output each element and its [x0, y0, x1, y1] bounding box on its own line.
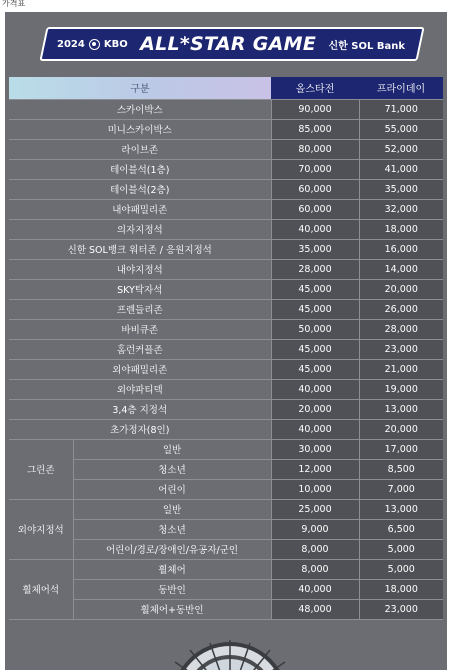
page-caption: 가격표 [2, 0, 26, 8]
row-friday-price: 13,000 [359, 399, 443, 419]
price-panel [5, 12, 447, 670]
row-label: 라이브존 [9, 139, 271, 159]
row-friday-price: 20,000 [359, 419, 443, 439]
row-friday-price: 18,000 [359, 579, 443, 599]
row-friday-price: 18,000 [359, 219, 443, 239]
row-label: 어린이/경로/장애인/유공자/군인 [73, 539, 271, 559]
allstar-banner [39, 27, 424, 61]
banner-kbo: KBO [103, 38, 128, 50]
row-label: SKY탁자석 [9, 279, 271, 299]
row-label: 외야파티덱 [9, 379, 271, 399]
row-allstar-price: 45,000 [271, 339, 359, 359]
banner-title: ALL*STAR GAME [140, 33, 317, 55]
row-friday-price: 41,000 [359, 159, 443, 179]
row-label: 의자지정석 [9, 219, 271, 239]
table-row [9, 339, 443, 359]
table-row [9, 479, 443, 499]
row-allstar-price: 80,000 [271, 139, 359, 159]
row-allstar-price: 60,000 [271, 179, 359, 199]
row-allstar-price: 9,000 [271, 519, 359, 539]
table-row [9, 159, 443, 179]
table-row [9, 219, 443, 239]
row-label: 청소년 [73, 459, 271, 479]
row-allstar-price: 90,000 [271, 99, 359, 119]
row-friday-price: 52,000 [359, 139, 443, 159]
row-label: 동반인 [73, 579, 271, 599]
header-category: 구분 [9, 77, 271, 99]
banner-year: 2024 [57, 38, 85, 50]
table-row [9, 579, 443, 599]
row-label: 청소년 [73, 519, 271, 539]
row-label: 신한 SOL뱅크 워터존 / 응원지정석 [9, 239, 271, 259]
table-row [9, 359, 443, 379]
row-label: 3,4층 지정석 [9, 399, 271, 419]
table-row [9, 379, 443, 399]
table-row [9, 259, 443, 279]
table-header-row [9, 77, 443, 99]
table-row [9, 299, 443, 319]
row-friday-price: 32,000 [359, 199, 443, 219]
row-label: 휠체어+동반인 [73, 599, 271, 619]
row-label: 내야지정석 [9, 259, 271, 279]
table-row [9, 139, 443, 159]
row-allstar-price: 10,000 [271, 479, 359, 499]
kbo-ball-icon [89, 39, 100, 50]
row-allstar-price: 85,000 [271, 119, 359, 139]
table-row [9, 319, 443, 339]
row-friday-price: 5,000 [359, 559, 443, 579]
row-label: 외야패밀리존 [9, 359, 271, 379]
table-row [9, 239, 443, 259]
row-label: 초가정자(8인) [9, 419, 271, 439]
row-allstar-price: 45,000 [271, 359, 359, 379]
row-allstar-price: 40,000 [271, 379, 359, 399]
table-row [9, 99, 443, 119]
row-friday-price: 19,000 [359, 379, 443, 399]
row-friday-price: 13,000 [359, 499, 443, 519]
row-allstar-price: 20,000 [271, 399, 359, 419]
row-friday-price: 71,000 [359, 99, 443, 119]
row-allstar-price: 45,000 [271, 279, 359, 299]
row-label: 스카이박스 [9, 99, 271, 119]
table-row [9, 199, 443, 219]
table-row [9, 419, 443, 439]
row-friday-price: 23,000 [359, 599, 443, 619]
table-row [9, 399, 443, 419]
table-row [9, 519, 443, 539]
row-label: 어린이 [73, 479, 271, 499]
table-row [9, 459, 443, 479]
row-allstar-price: 8,000 [271, 539, 359, 559]
row-allstar-price: 25,000 [271, 499, 359, 519]
stadium-seat-map-icon [155, 640, 305, 670]
row-friday-price: 55,000 [359, 119, 443, 139]
row-allstar-price: 50,000 [271, 319, 359, 339]
row-allstar-price: 70,000 [271, 159, 359, 179]
row-allstar-price: 60,000 [271, 199, 359, 219]
row-friday-price: 17,000 [359, 439, 443, 459]
group-label: 외야지정석 [9, 499, 73, 559]
row-friday-price: 6,500 [359, 519, 443, 539]
banner-sponsor: 신한 SOL Bank [328, 40, 405, 52]
row-allstar-price: 8,000 [271, 559, 359, 579]
row-allstar-price: 35,000 [271, 239, 359, 259]
table-row [9, 179, 443, 199]
row-allstar-price: 40,000 [271, 579, 359, 599]
row-label: 내야패밀리존 [9, 199, 271, 219]
row-label: 테이블석(2층) [9, 179, 271, 199]
price-table [9, 77, 443, 620]
row-friday-price: 8,500 [359, 459, 443, 479]
row-allstar-price: 30,000 [271, 439, 359, 459]
row-friday-price: 7,000 [359, 479, 443, 499]
row-allstar-price: 48,000 [271, 599, 359, 619]
row-friday-price: 5,000 [359, 539, 443, 559]
table-row [9, 119, 443, 139]
table-row [9, 499, 443, 519]
row-friday-price: 21,000 [359, 359, 443, 379]
row-label: 미니스카이박스 [9, 119, 271, 139]
table-row [9, 279, 443, 299]
row-allstar-price: 40,000 [271, 419, 359, 439]
row-friday-price: 20,000 [359, 279, 443, 299]
row-label: 일반 [73, 439, 271, 459]
row-label: 일반 [73, 499, 271, 519]
header-friday: 프라이데이 [359, 77, 443, 99]
row-allstar-price: 45,000 [271, 299, 359, 319]
row-label: 홈런커플존 [9, 339, 271, 359]
table-row [9, 439, 443, 459]
group-label: 휠체어석 [9, 559, 73, 619]
row-friday-price: 14,000 [359, 259, 443, 279]
row-allstar-price: 40,000 [271, 219, 359, 239]
table-body [9, 99, 443, 619]
row-friday-price: 26,000 [359, 299, 443, 319]
row-label: 프렌들리존 [9, 299, 271, 319]
row-label: 바비큐존 [9, 319, 271, 339]
table-row [9, 559, 443, 579]
row-friday-price: 16,000 [359, 239, 443, 259]
row-friday-price: 23,000 [359, 339, 443, 359]
row-label: 휠체어 [73, 559, 271, 579]
table-row [9, 599, 443, 619]
group-label: 그린존 [9, 439, 73, 499]
row-friday-price: 28,000 [359, 319, 443, 339]
row-allstar-price: 12,000 [271, 459, 359, 479]
row-label: 테이블석(1층) [9, 159, 271, 179]
table-row [9, 539, 443, 559]
row-allstar-price: 28,000 [271, 259, 359, 279]
row-friday-price: 35,000 [359, 179, 443, 199]
header-allstar: 올스타전 [271, 77, 359, 99]
